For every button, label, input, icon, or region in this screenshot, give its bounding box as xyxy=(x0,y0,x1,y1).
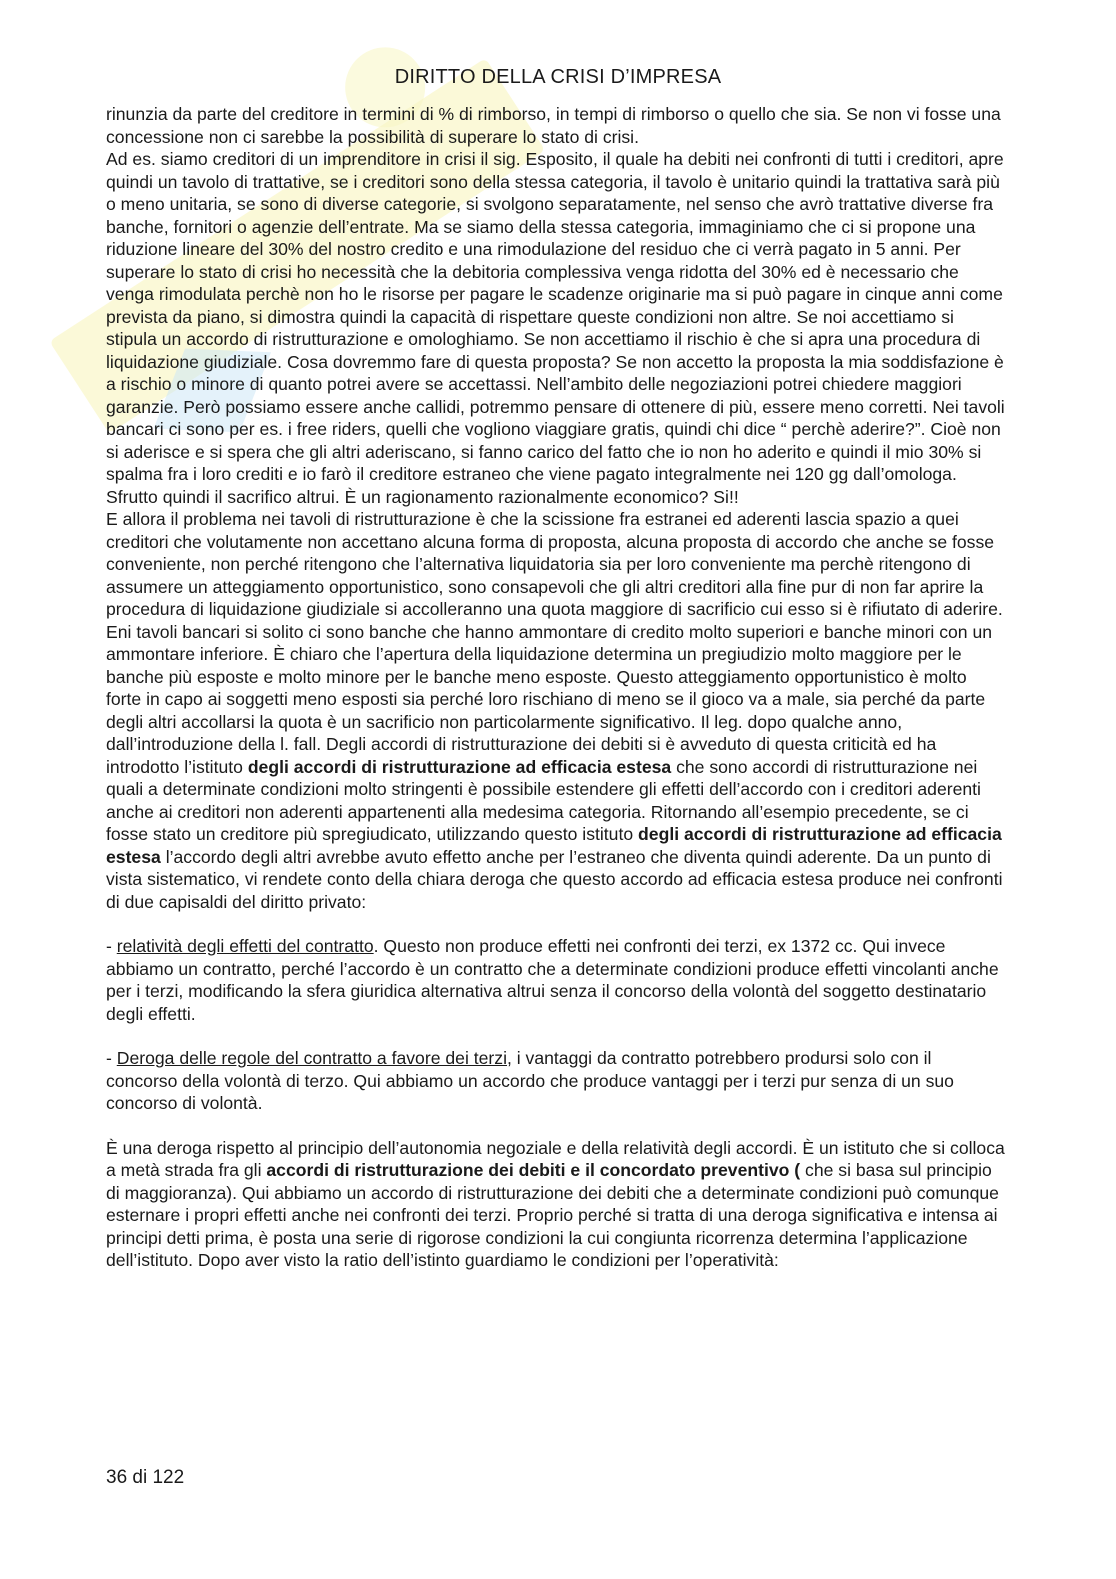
bullet-deroga xyxy=(106,1047,1006,1115)
paragraph-intro: rinunzia da parte del creditore in termini di % di rimborso, in tempi di rimborso o quello che sia. Se non vi fosse una concessione non ci sarebbe la possibilità di superare lo stato di crisi. xyxy=(106,104,1001,147)
bold-term-accordi-concordato: accordi di ristrutturazione dei debiti e il concordato preventivo ( xyxy=(266,1160,801,1180)
paragraph-problem-text-1: E allora il problema nei tavoli di ristrutturazione è che la scissione fra estranei ed aderenti lascia spazio a quei creditori che volutamente non accettano alcuna forma di proposta, alcuna proposta di accordo che anche se fosse conveniente, non perché ritengono che l’alternativa liquidatoria sia per loro conveniente ma perchè ritengono di assumere un atteggiamento opportunistico, sono consapevoli che gli altri creditori alla fine pur di non far aprire la procedura di liquidazione giudiziale si accolleranno una quota maggiore di sacrificio cui esso si è rifiutato di aderire. Eni tavoli bancari si solito ci sono banche che hanno ammontare di credito molto superiori e banche minori con un ammontare inferiore. È chiaro che l’apertura della liquidazione determina un pregiudizio molto maggiore per le banche più esposte e molto minore per le banche meno esposte. Questo atteggiamento opportunistico è molto forte in capo ai soggetti meno esposti sia perché loro rischiano di meno se il gioco va a male, sia perché da parte degli altri accollarsi la quota è un sacrificio non particolarmente significativo. Il leg. dopo qualche anno, dall’introduzione della l. fall. Degli accordi di ristrutturazione dei debiti si è avveduto di questa criticità ed ha introdotto l’istituto xyxy=(106,509,1003,777)
paragraph-problem-text-3: l’accordo degli altri avrebbe avuto effetto anche per l’estraneo che diventa quindi aderente. Da un punto di vista sistematico, vi rendete conto della chiara deroga che questo accordo ad efficacia estesa produce nei confronti di due capisaldi del diritto privato: xyxy=(106,846,1003,912)
bullet-deroga-text: , i vantaggi da contratto potrebbero prodursi solo con il concorso della volontà di terzo. Qui abbiamo un accordo che produce vantaggi per i terzi pur senza di un suo concorso di volontà. xyxy=(106,1048,954,1113)
bold-term-efficacia-estesa-2: degli accordi di ristrutturazione ad efficacia estesa xyxy=(106,824,1002,867)
bullet-relativita xyxy=(106,935,1006,1025)
bullet-relativita-text: . Questo non produce effetti nei confronti dei terzi, ex 1372 cc. Qui invece abbiamo un contratto, perché l’accordo è un contratto che a determinate condizioni produce effetti vincolanti anche per i terzi, modificando la sfera giuridica alternativa altrui senza il concorso della volontà del soggetto destinatario degli effetti. xyxy=(106,936,999,1024)
bullet-relativita-title: relatività degli effetti del contratto xyxy=(116,936,374,956)
paragraph-problem-text-2: che sono accordi di ristrutturazione nei quali a determinate condizioni molto stringenti è possibile estendere gli effetti dell’accordo con i creditori aderenti anche ai creditori non aderenti appartenenti alla medesima categoria. Ritornando all’esempio precedente, se ci fosse stato un creditore più spregiudicato, utilizzando questo istituto xyxy=(106,756,981,844)
paragraph-conclusion xyxy=(106,1137,1006,1272)
paragraph-problem xyxy=(106,508,1006,913)
bullet-deroga-title: Deroga delle regole del contratto a favore dei terzi xyxy=(116,1048,507,1068)
page-title: DIRITTO DELLA CRISI D’IMPRESA xyxy=(394,66,722,88)
paragraph-conclusion-text-1: È una deroga rispetto al principio dell’autonomia negoziale e della relatività degli accordi. È un istituto che si colloca a metà strada fra gli xyxy=(106,1137,1005,1180)
document-body xyxy=(106,103,1006,1272)
page-number: 36 di 122 xyxy=(106,1467,185,1488)
paragraph-conclusion-text-2: che si basa sul principio di maggioranza). Qui abbiamo un accordo di ristrutturazione dei debiti che a determinate condizioni può comunque esternare i propri effetti anche nei confronti dei terzi. Proprio perché si tratta di una deroga significativa e intensa ai principi detti prima, è posta una serie di rigorose condizioni la cui congiunta ricorrenza determina l’applicazione dell’istituto. Dopo aver visto la ratio dell’istinto guardiamo le condizioni per l’operatività: xyxy=(106,1160,999,1270)
paragraph-example: Ad es. siamo creditori di un imprenditore in crisi il sig. Esposito, il quale ha debiti nei confronti di tutti i creditori, apre quindi un tavolo di trattative, se i creditori sono della stessa categoria, il tavolo è unitario quindi la trattativa sarà più o meno unitaria, se sono di diverse categorie, si svolgono separatamente, nel senso che avrò trattative diverse fra banche, fornitori o agenzie dell’entrate. Ma se siamo della stessa categoria, immaginiamo che ci si propone una riduzione lineare del 30% del nostro credito e una rimodulazione del residuo che ci verrà pagato in 5 anni. Per superare lo stato di crisi ho necessità che la debitoria complessiva venga ridotta del 30% ed è necessario che venga rimodulata perchè non ho le risorse per pagare le scadenze originarie ma si può pagare in cinque anni come prevista da piano, si dimostra quindi la capacità di rispettare queste condizioni non altre. Se noi accettiamo si stipula un accordo di ristrutturazione e omologhiamo. Se non accettiamo il rischio è che si apra una procedura di liquidazione giudiziale. Cosa dovremmo fare di questa proposta? Se non accetto la proposta la mia soddisfazione è a rischio o minore di quanto potrei avere se accettassi. Nell’ambito delle negoziazioni potrei chiedere maggiori garanzie. Però possiamo essere anche callidi, potremmo pensare di ottenere di più, essere meno corretti. Nei tavoli bancari ci sono per es. i free riders, quelli che vogliono viaggiare gratis, quindi chi dice “ perchè aderire?”. Cioè non si aderisce e si spera che gli altri aderiscano, si fanno carico del fatto che io non ho aderito e quindi il mio 30% si spalma fra i loro crediti e io farò il creditore estraneo che viene pagato integralmente nei 120 gg dall’omologa. Sfrutto quindi il sacrifico altrui. È un ragionamento razionalmente economico? Si!! xyxy=(106,149,1005,507)
bullet-dash: - xyxy=(106,936,112,956)
bold-term-efficacia-estesa-1: degli accordi di ristrutturazione ad efficacia estesa xyxy=(247,756,672,777)
bullet-dash: - xyxy=(106,1048,112,1068)
